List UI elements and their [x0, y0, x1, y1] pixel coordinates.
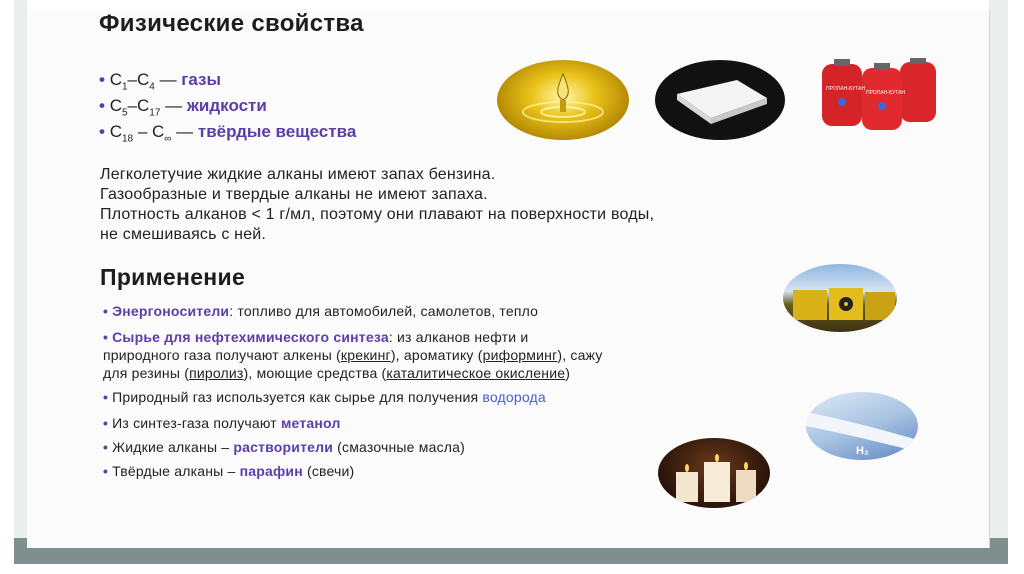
- state-label: жидкости: [186, 96, 267, 115]
- application-item-energy: [103, 302, 538, 320]
- item-text: (смазочные масла): [333, 439, 465, 455]
- term: метанол: [280, 415, 341, 431]
- candle-icon: [658, 438, 770, 508]
- formula: C: [137, 70, 150, 89]
- formula: C: [137, 96, 150, 115]
- subscript: 5: [121, 107, 128, 119]
- bullet: •: [103, 329, 109, 345]
- item-text: Природный газ используется как сырье для получения: [112, 389, 483, 405]
- term: Энергоносители: [112, 303, 230, 319]
- application-item-petrochemical: [103, 328, 603, 382]
- fuel-tank-icon: [783, 264, 897, 332]
- item-text: природного газа получают алкены (: [103, 347, 341, 363]
- term: растворители: [233, 439, 334, 455]
- oil-drop-icon: [497, 60, 629, 140]
- cylinder-label: ПРОПАН-БУТАН: [866, 90, 906, 96]
- dash: –: [133, 122, 152, 141]
- gas-cylinder-icon: [818, 58, 942, 132]
- cylinder-label: ПРОПАН-БУТАН: [826, 86, 866, 92]
- oil-drop-photo: [497, 60, 629, 140]
- process-term: риформинг: [482, 347, 558, 363]
- subscript: 17: [149, 107, 161, 119]
- properties-line: Газообразные и твердые алканы не имеют запаха.: [100, 186, 488, 203]
- bullet: •: [99, 70, 105, 89]
- paraffin-block-photo: [655, 60, 785, 140]
- item-text: для резины (: [103, 365, 190, 381]
- dash: –: [127, 70, 137, 89]
- state-item-solids: [99, 122, 356, 144]
- fuel-tanks-photo: [783, 264, 897, 332]
- term: Сырье для нефтехимического синтеза: [112, 329, 389, 345]
- term: парафин: [239, 463, 303, 479]
- process-term: пиролиз: [189, 365, 244, 381]
- process-term: каталитическое окисление: [386, 365, 566, 381]
- section-title: Применение: [100, 264, 246, 290]
- bullet: •: [103, 389, 109, 405]
- subscript: 1: [121, 81, 128, 93]
- propane-cylinders-photo: [818, 58, 942, 132]
- bullet: •: [99, 122, 105, 141]
- formula: C: [109, 122, 122, 141]
- application-item-solvents: [103, 438, 465, 456]
- paraffin-icon: [655, 60, 785, 140]
- frame-left-bar: [14, 0, 27, 549]
- candles-photo: [658, 438, 770, 508]
- separator: —: [171, 122, 198, 141]
- bullet: •: [103, 463, 109, 479]
- hydrogen-icon: [806, 392, 918, 460]
- frame-right-bar: [989, 0, 1008, 549]
- item-text: (свечи): [302, 463, 355, 479]
- properties-line: не смешиваясь с ней.: [100, 226, 267, 243]
- properties-paragraph: [100, 165, 940, 245]
- item-text: Из синтез-газа получают: [112, 415, 281, 431]
- state-label: твёрдые вещества: [197, 122, 357, 141]
- subscript: 18: [121, 133, 134, 145]
- item-text: ), сажу: [557, 347, 603, 363]
- application-item-paraffin: [103, 462, 354, 480]
- term: водорода: [482, 389, 546, 405]
- application-item-methanol: [103, 414, 341, 432]
- item-text: Твёрдые алканы –: [112, 463, 240, 479]
- state-label: газы: [181, 70, 222, 89]
- hydrogen-pipe-photo: [806, 392, 918, 460]
- separator: —: [154, 70, 182, 89]
- formula: C: [109, 70, 122, 89]
- item-text: ), моющие средства (: [243, 365, 387, 381]
- formula: C: [152, 122, 165, 141]
- application-item-hydrogen: [103, 388, 546, 406]
- process-term: крекинг: [340, 347, 391, 363]
- page-title: Физические свойства: [99, 10, 364, 37]
- state-item-gases: [99, 70, 221, 92]
- formula: C: [109, 96, 122, 115]
- properties-line: Легколетучие жидкие алканы имеют запах бензина.: [100, 166, 496, 183]
- item-text: : топливо для автомобилей, самолетов, тепло: [229, 303, 539, 319]
- item-text: ), ароматику (: [390, 347, 483, 363]
- separator: —: [160, 96, 187, 115]
- subscript: 4: [149, 81, 155, 93]
- state-item-liquids: [99, 96, 267, 118]
- bullet: •: [103, 415, 109, 431]
- bullet: •: [99, 96, 105, 115]
- properties-line: Плотность алканов < 1 г/мл, поэтому они плавают на поверхности воды,: [100, 206, 655, 223]
- bullet: •: [103, 303, 109, 319]
- dash: –: [127, 96, 137, 115]
- item-text: Жидкие алканы –: [112, 439, 234, 455]
- item-text: : из алканов нефти и: [388, 329, 529, 345]
- hydrogen-label: H₂: [856, 445, 869, 457]
- subscript: ∞: [164, 133, 172, 145]
- bullet: •: [103, 439, 109, 455]
- item-text: ): [565, 365, 571, 381]
